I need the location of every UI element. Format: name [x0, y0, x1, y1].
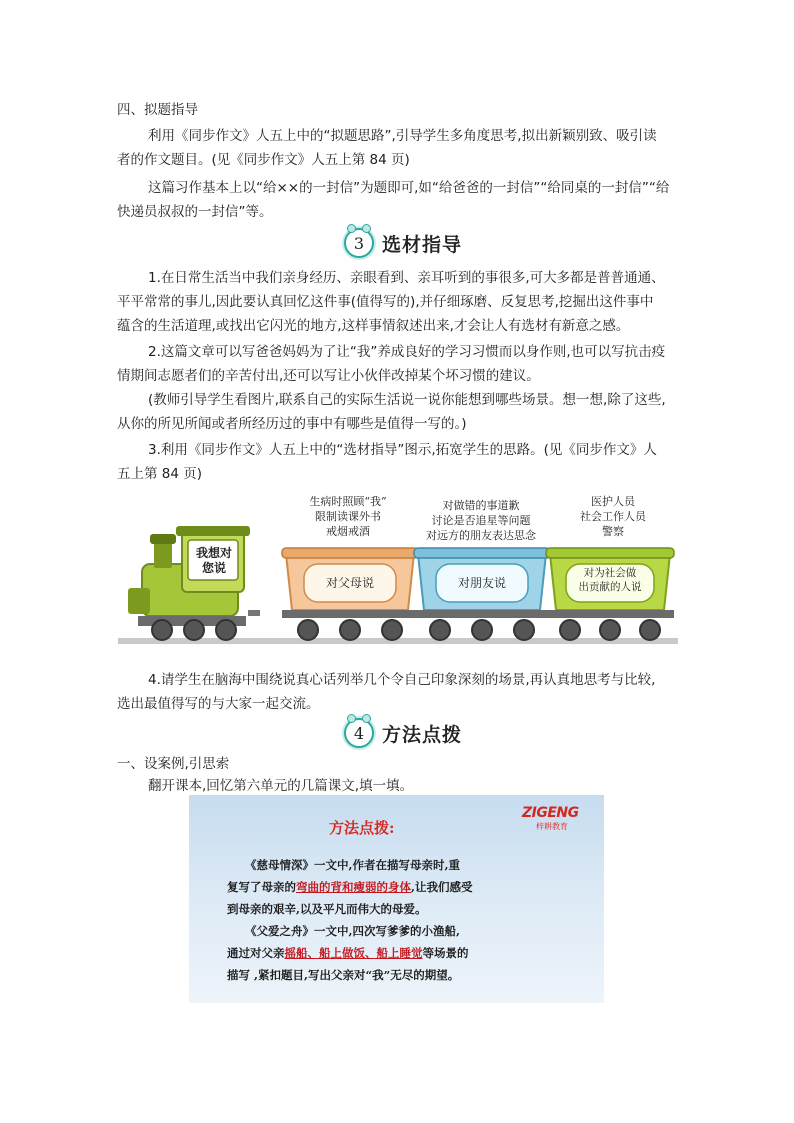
paragraph-1-line-2: 者的作文题目。(见《同步作文》人五上第 84 页) — [117, 152, 410, 168]
heading-method-tips — [344, 718, 462, 748]
heading-material-selection — [344, 228, 462, 258]
method-tips-slide — [189, 795, 604, 1003]
engine-label-line-2: 您说 — [201, 561, 226, 575]
item-2-line-1: 2.这篇文章可以写爸爸妈妈为了让“我”养成良好的学习习惯而以身作则,也可以写抗击疫 — [148, 344, 666, 360]
note-line-1: (教师引导学生看图片,联系自己的实际生活说一说你能想到哪些场景。想一想,除了这些, — [148, 392, 666, 408]
car-parents-items — [288, 494, 408, 539]
cargo-item: 生病时照顾“我” — [309, 495, 387, 508]
note-line-2: 从你的所见所闻或者所经历过的事中有哪些是值得一写的。) — [117, 416, 467, 432]
car-society-label-line-1: 对为社会做 — [583, 567, 637, 579]
heading-title: 选材指导 — [382, 233, 463, 256]
cargo-item: 医护人员 — [591, 495, 635, 508]
slide-line-3: 到母亲的艰辛,以及平凡而伟大的母爱。 — [227, 902, 427, 916]
car-parents — [282, 548, 428, 640]
cargo-item: 限制读课外书 — [315, 510, 381, 523]
car-society — [546, 548, 674, 640]
car-friends-label: 对朋友说 — [457, 576, 506, 590]
car-society-label — [566, 566, 654, 594]
number-bubble-icon: 3 — [344, 228, 374, 258]
slide-text: ,让我们感受 — [411, 880, 473, 894]
slide-text: 通过对父亲 — [227, 946, 285, 960]
item-1-line-2: 平平常常的事儿,因此要认真回忆这件事(值得写的),并仔细琢磨、反复思考,挖掘出这件事中 — [117, 294, 654, 310]
cargo-item: 戒烟戒酒 — [326, 525, 370, 538]
item-3-line-1: 3.利用《同步作文》人五上中的“选材指导”图示,拓宽学生的思路。(见《同步作文》人 — [148, 442, 657, 458]
logo-text: ZIGENG — [522, 805, 579, 821]
zigeng-logo — [522, 805, 582, 841]
number-bubble-icon: 4 — [344, 718, 374, 748]
car-society-items — [558, 494, 668, 539]
slide-text: 复写了母亲的 — [227, 880, 296, 894]
slide-line-5 — [227, 945, 469, 961]
section-title-drafting: 四、拟题指导 — [117, 102, 198, 118]
subsection-text: 翻开课本,回忆第六单元的几篇课文,填一填。 — [148, 778, 414, 794]
slide-highlight: 弯曲的背和瘦弱的身体 — [296, 880, 411, 894]
item-4-line-1: 4.请学生在脑海中围绕说真心话列举几个令自己印象深刻的场景,再认真地思考与比较, — [148, 672, 656, 688]
slide-line-6: 描写 ,紧扣题目,写出父亲对“我”无尽的期望。 — [227, 968, 460, 982]
car-society-label-line-2: 出贡献的人说 — [578, 581, 642, 593]
cargo-item: 对远方的朋友表达思念 — [426, 529, 536, 542]
engine-label-line-1: 我想对 — [195, 546, 232, 560]
slide-line-1: 《慈母情深》一文中,作者在描写母亲时,重 — [245, 858, 461, 872]
car-friends-items — [406, 498, 556, 543]
item-1-line-1: 1.在日常生活当中我们亲身经历、亲眼看到、亲耳听到的事很多,可大多都是普普通通、 — [148, 270, 665, 286]
cargo-item: 社会工作人员 — [580, 510, 646, 523]
slide-title: 方法点拨: — [329, 819, 395, 837]
slide-line-2 — [227, 879, 473, 895]
heading-title: 方法点拨 — [382, 723, 463, 746]
slide-line-4: 《父爱之舟》一文中,四次写爹爹的小渔船, — [245, 924, 461, 938]
train-illustration — [118, 492, 678, 652]
item-1-line-3: 蕴含的生活道理,或找出它闪光的地方,这样事情叙述出来,才会让人有选材有新意之感。 — [117, 318, 630, 334]
engine — [128, 526, 260, 640]
item-3-line-2: 五上第 84 页) — [117, 466, 203, 482]
slide-highlight: 摇船、船上做饭、船上睡觉 — [284, 946, 423, 960]
cargo-item: 警察 — [602, 525, 624, 538]
item-4-line-2: 选出最值得写的与大家一起交流。 — [117, 696, 320, 712]
subsection-title: 一、设案例,引思索 — [117, 756, 230, 772]
engine-label — [192, 546, 236, 576]
cargo-item: 讨论是否追星等问题 — [431, 514, 531, 527]
slide-text: 等场景的 — [422, 946, 469, 960]
item-2-line-2: 情期间志愿者们的辛苦付出,还可以写让小伙伴改掉某个坏习惯的建议。 — [117, 368, 540, 384]
paragraph-2-line-1: 这篇习作基本上以“给××的一封信”为题即可,如“给爸爸的一封信”“给同桌的一封信”“给 — [148, 180, 670, 196]
car-parents-label: 对父母说 — [325, 576, 374, 590]
paragraph-2-line-2: 快递员叔叔的一封信”等。 — [117, 204, 273, 220]
car-friends — [414, 548, 560, 640]
paragraph-1-line-1: 利用《同步作文》人五上中的“拟题思路”,引导学生多角度思考,拟出新颖别致、吸引读 — [148, 128, 657, 144]
cargo-item: 对做错的事道歉 — [442, 499, 520, 512]
logo-subtext: 梓耕教育 — [536, 822, 568, 831]
